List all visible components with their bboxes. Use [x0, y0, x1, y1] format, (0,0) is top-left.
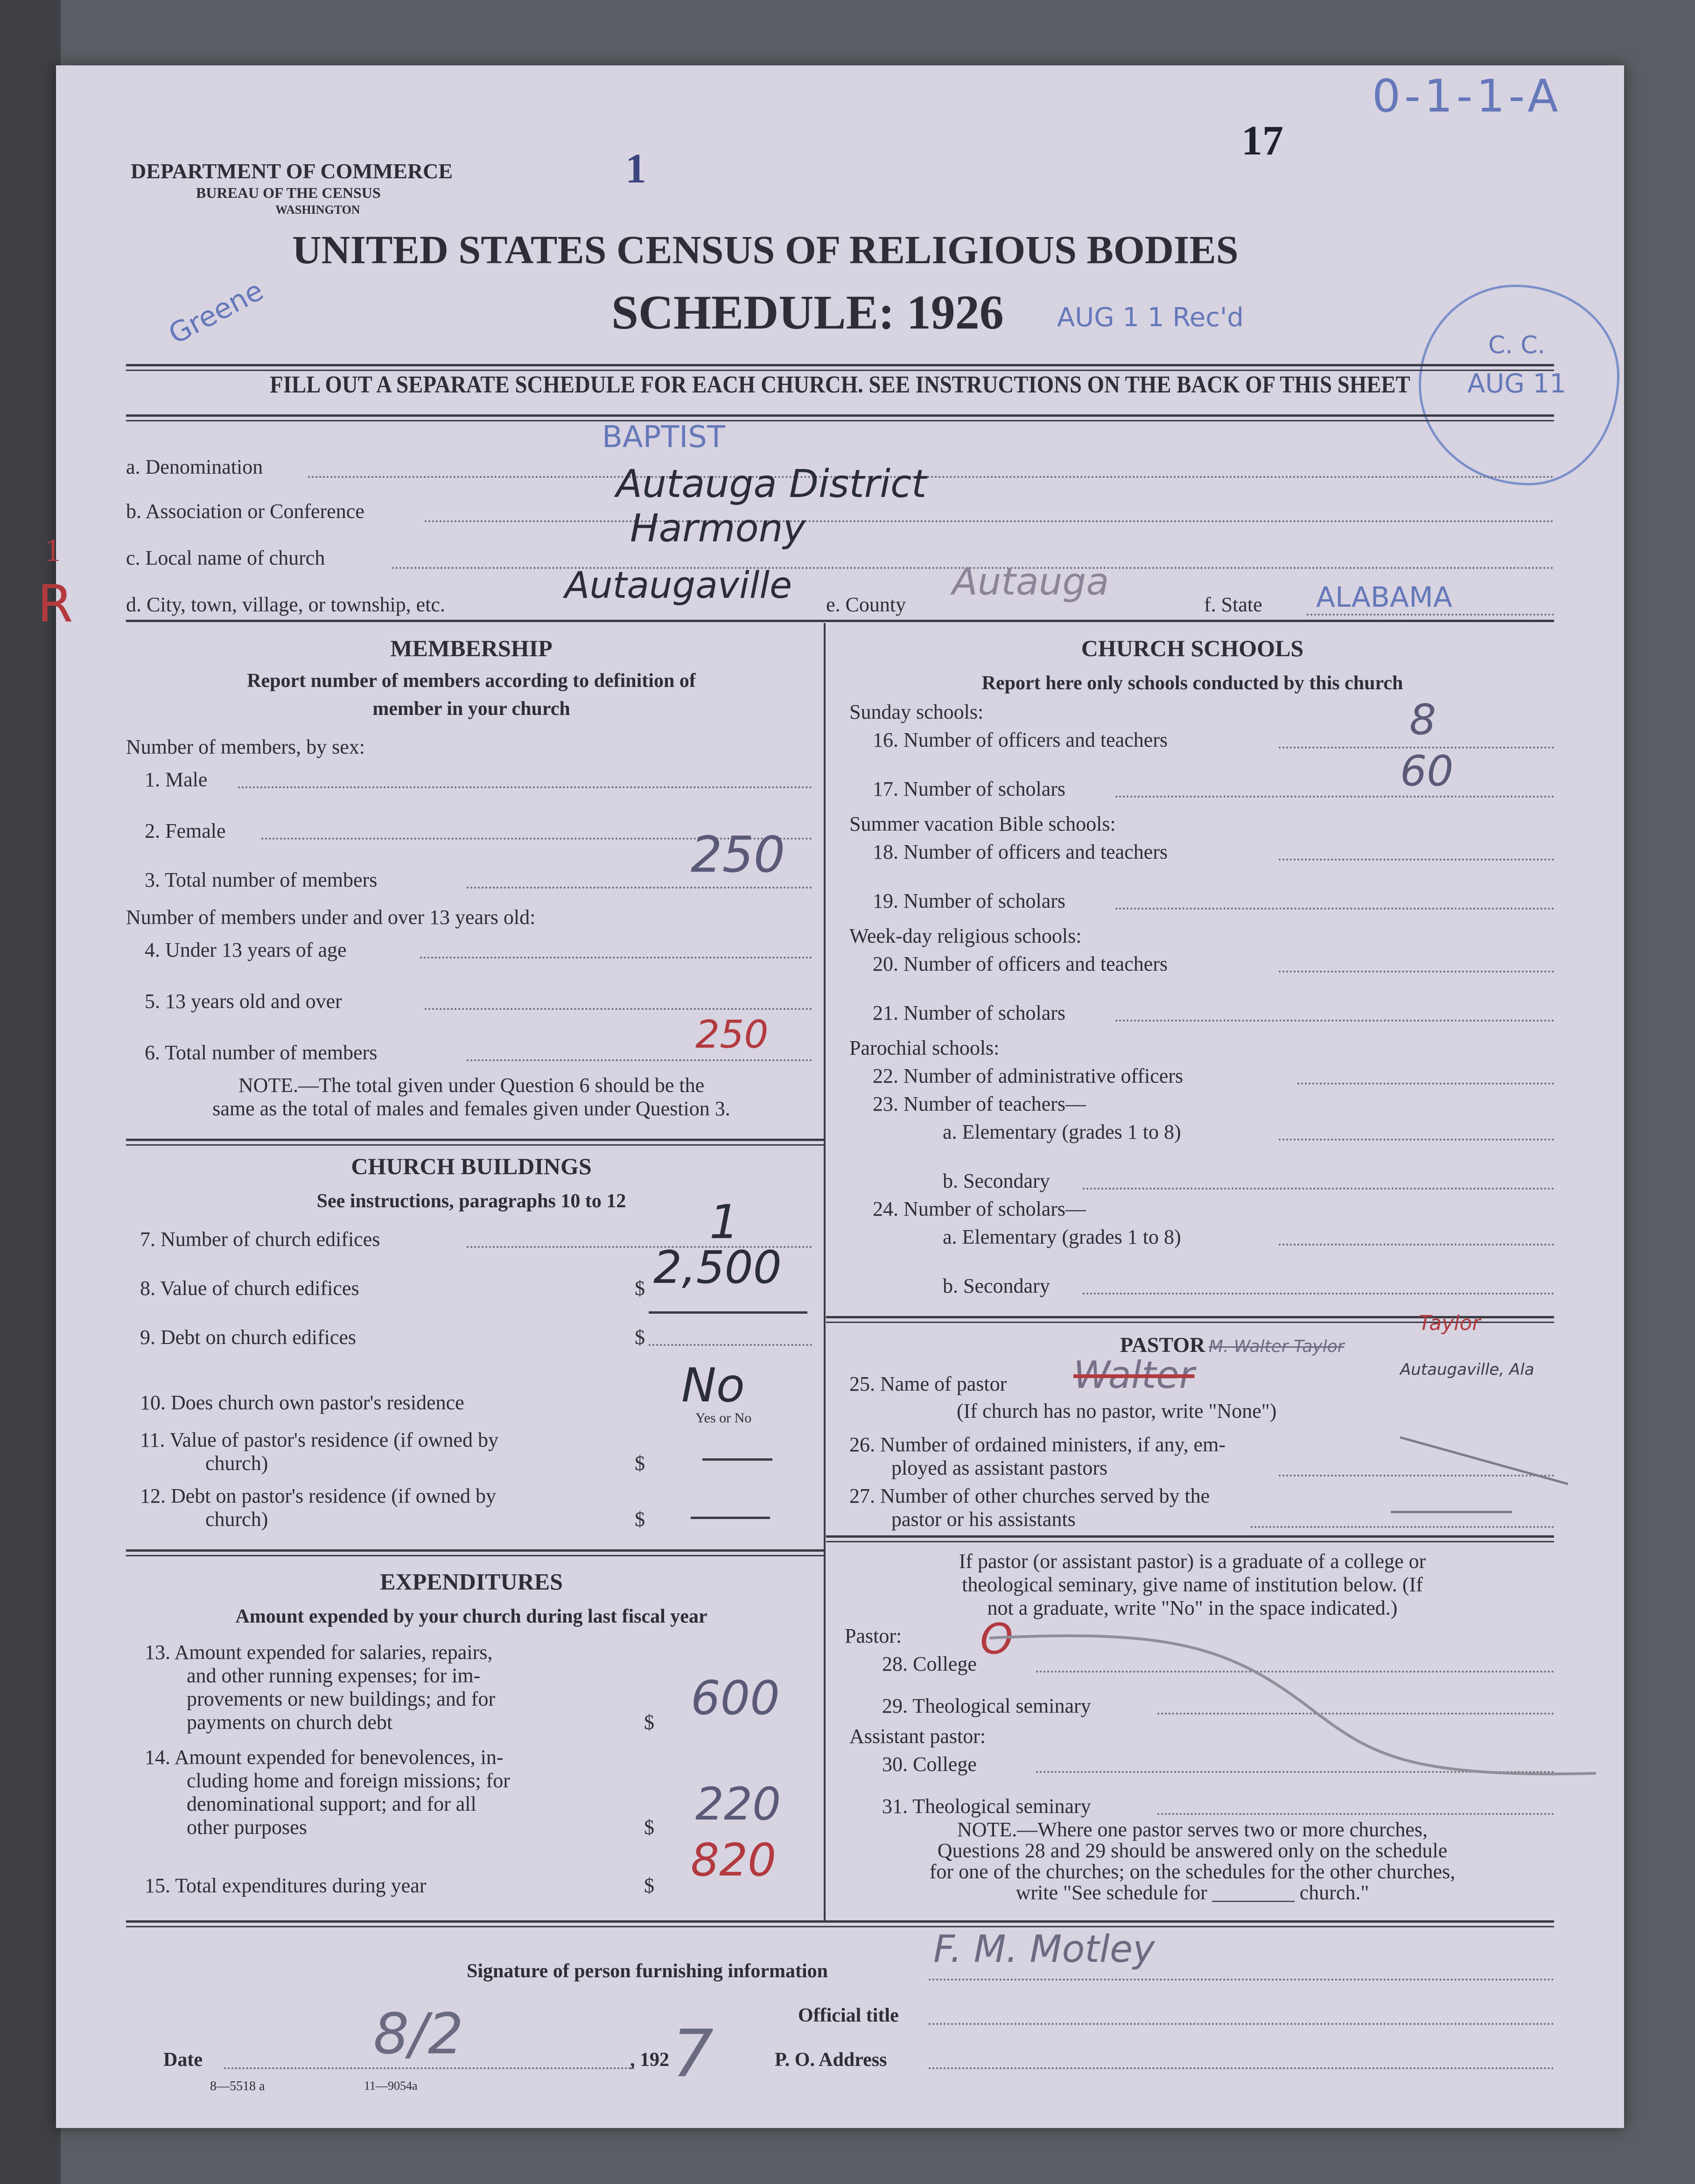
q7-edifices-value: 1 — [709, 1195, 739, 1249]
q23a-label: a. Elementary (grades 1 to 8) — [943, 1120, 1181, 1143]
dollar-sign: $ — [644, 1711, 654, 1734]
q14-label: 14. Amount expended for benevolences, in- — [145, 1746, 504, 1769]
pastor-note: for one of the churches; on the schedules for the other churches, — [929, 1860, 1456, 1883]
by-age-label: Number of members under and over 13 years old: — [126, 906, 536, 929]
q29-label: 29. Theological seminary — [882, 1694, 1091, 1717]
q13-label: payments on church debt — [187, 1711, 393, 1734]
q25-value: Walter — [1073, 1353, 1195, 1397]
answer-line — [1115, 1020, 1554, 1022]
q18-label: 18. Number of officers and teachers — [873, 840, 1168, 863]
state-value: ALABAMA — [1316, 581, 1452, 614]
print-number: 11—9054a — [364, 2079, 418, 2093]
margin-mark-r: R — [37, 574, 73, 634]
buildings-sub: See instructions, paragraphs 10 to 12 — [316, 1190, 626, 1212]
date-value: 8/2 — [373, 2002, 464, 2067]
q17-value: 60 — [1400, 747, 1454, 796]
sunday-label: Sunday schools: — [849, 700, 984, 723]
buildings-heading: CHURCH BUILDINGS — [351, 1153, 592, 1179]
q10-residence-value: No — [681, 1358, 745, 1413]
rule — [126, 364, 1554, 366]
q26-label: 26. Number of ordained ministers, if any, em- — [849, 1433, 1226, 1456]
q6-total-value: 250 — [695, 1013, 769, 1057]
q13-label: and other running expenses; for im- — [187, 1664, 481, 1687]
page-title: UNITED STATES CENSUS OF RELIGIOUS BODIES — [292, 227, 1239, 272]
q14-label: denominational support; and for all — [187, 1792, 476, 1815]
q16-value: 8 — [1409, 695, 1436, 744]
q24b-label: b. Secondary — [943, 1274, 1050, 1297]
answer-line — [649, 1344, 812, 1346]
q3-total-label: 3. Total number of members — [145, 868, 378, 891]
column-divider — [824, 623, 826, 1920]
rule — [126, 1926, 1554, 1927]
graduate-instruction: not a graduate, write "No" in the space indicated.) — [987, 1596, 1398, 1619]
q15-label: 15. Total expenditures during year — [145, 1874, 427, 1897]
answer-line — [425, 1008, 812, 1010]
association-value: Autauga District — [616, 462, 927, 506]
year-value: 7 — [672, 2016, 714, 2092]
county-stamp: Greene — [163, 274, 269, 351]
dollar-sign: $ — [635, 1277, 645, 1300]
q9-debt-label: 9. Debt on church edifices — [140, 1326, 357, 1349]
county-label: e. County — [826, 593, 906, 616]
signature-label: Signature of person furnishing information — [467, 1960, 828, 1982]
by-sex-label: Number of members, by sex: — [126, 735, 365, 758]
stamped-number-17: 17 — [1241, 118, 1283, 164]
q16-label: 16. Number of officers and teachers — [873, 728, 1168, 751]
margin-tick: 1 — [44, 532, 61, 568]
q25-label: 25. Name of pastor — [849, 1372, 1007, 1395]
denomination-value: BAPTIST — [602, 420, 725, 455]
parochial-label: Parochial schools: — [849, 1036, 1000, 1059]
assistant-subheading: Assistant pastor: — [849, 1725, 986, 1748]
answer-line — [425, 520, 1554, 522]
q24a-label: a. Elementary (grades 1 to 8) — [943, 1225, 1181, 1248]
answer-line — [1115, 796, 1554, 798]
rule — [126, 1144, 824, 1146]
answer-line — [1279, 1244, 1554, 1246]
dollar-sign: $ — [644, 1874, 654, 1897]
answer-line — [224, 2067, 635, 2069]
answer-line — [929, 2023, 1554, 2025]
q10-residence-label: 10. Does church own pastor's residence — [140, 1391, 464, 1414]
answer-line — [1279, 859, 1554, 861]
year-prefix: , 192 — [630, 2049, 669, 2071]
q26-label: ployed as assistant pastors — [891, 1456, 1108, 1479]
rule — [126, 414, 1554, 417]
expenditures-sub: Amount expended by your church during last fiscal year — [235, 1606, 707, 1627]
q5-over13-label: 5. 13 years old and over — [145, 990, 342, 1013]
q31-label: 31. Theological seminary — [882, 1795, 1091, 1818]
membership-note: same as the total of males and females given under Question 3. — [212, 1097, 730, 1120]
official-title-label: Official title — [798, 2005, 899, 2026]
handwritten-number-1: 1 — [625, 146, 646, 192]
q12-church-label: church) — [205, 1508, 268, 1531]
pencil-dash-marks — [1391, 1428, 1573, 1549]
q17-label: 17. Number of scholars — [873, 777, 1066, 800]
q23-label: 23. Number of teachers— — [873, 1092, 1086, 1115]
answer-line — [1279, 1139, 1554, 1141]
q27-label: 27. Number of other churches served by the — [849, 1484, 1210, 1507]
q19-label: 19. Number of scholars — [873, 889, 1066, 912]
answer-line — [467, 887, 812, 889]
city-value: Autaugaville — [565, 565, 792, 607]
association-label: b. Association or Conference — [126, 500, 364, 523]
q30-label: 30. College — [882, 1753, 977, 1776]
q28-label: 28. College — [882, 1652, 977, 1675]
q25-address: Autaugaville, Ala — [1400, 1360, 1534, 1379]
summer-label: Summer vacation Bible schools: — [849, 812, 1116, 835]
q21-label: 21. Number of scholars — [873, 1001, 1066, 1024]
rule — [126, 1555, 824, 1556]
expenditures-heading: EXPENDITURES — [380, 1568, 563, 1595]
q20-label: 20. Number of officers and teachers — [873, 952, 1168, 975]
q3-total-value: 250 — [691, 826, 785, 883]
file-code-stamp: 0-1-1-A — [1372, 70, 1562, 122]
city-heading: WASHINGTON — [275, 203, 360, 217]
answer-line — [1115, 908, 1554, 910]
q11-residence-value-label: 11. Value of pastor's residence (if owned by — [140, 1428, 498, 1451]
q27-label: pastor or his assistants — [891, 1508, 1076, 1531]
q24-label: 24. Number of scholars— — [873, 1197, 1086, 1220]
answer-line — [1083, 1188, 1554, 1190]
local-name-label: c. Local name of church — [126, 546, 325, 569]
schools-sub: Report here only schools conducted by this church — [981, 672, 1403, 694]
answer-line — [1297, 1083, 1554, 1085]
denomination-label: a. Denomination — [126, 455, 263, 478]
q14-label: cluding home and foreign missions; for — [187, 1769, 510, 1792]
q13-value: 600 — [691, 1671, 780, 1725]
pastor-note: Questions 28 and 29 should be answered only on the schedule — [937, 1839, 1448, 1862]
dollar-sign: $ — [635, 1452, 645, 1475]
q13-label: provements or new buildings; and for — [187, 1687, 496, 1710]
answer-line — [1083, 1293, 1554, 1295]
pastor-struck-name: M. Walter Taylor — [1209, 1337, 1345, 1356]
q28-value: O — [980, 1615, 1013, 1664]
graduate-instruction: If pastor (or assistant pastor) is a graduate of a college or — [959, 1550, 1426, 1573]
q8-value-label: 8. Value of church edifices — [140, 1277, 359, 1300]
city-label: d. City, town, village, or township, etc. — [126, 593, 445, 616]
cc-stamp-line2: AUG 11 — [1467, 369, 1566, 399]
rule — [126, 1549, 824, 1552]
cc-stamp-line1: C. C. — [1488, 331, 1546, 359]
answer-line — [1307, 614, 1554, 616]
weekday-label: Week-day religious schools: — [849, 924, 1082, 947]
background-edge — [0, 0, 61, 2184]
answer-line — [929, 2067, 1554, 2069]
church-name-value: Harmony — [630, 506, 806, 551]
membership-note: NOTE.—The total given under Question 6 should be the — [238, 1074, 705, 1097]
bureau-heading: BUREAU OF THE CENSUS — [196, 184, 381, 201]
underline — [649, 1311, 807, 1314]
answer-line — [929, 1979, 1554, 1981]
pastor-note: write "See schedule for ________ church." — [1016, 1881, 1369, 1904]
answer-line — [467, 1059, 812, 1061]
q4-under13-label: 4. Under 13 years of age — [145, 938, 347, 961]
q12-residence-debt-label: 12. Debt on pastor's residence (if owned by — [140, 1484, 497, 1507]
rule — [126, 620, 1554, 622]
yes-no-caption: Yes or No — [695, 1410, 752, 1426]
census-schedule-sheet — [37, 65, 1624, 2128]
q14-label: other purposes — [187, 1816, 307, 1839]
q15-value: 820 — [691, 1834, 777, 1886]
state-label: f. State — [1204, 593, 1262, 616]
received-date-stamp: AUG 1 1 Rec'd — [1057, 302, 1244, 333]
dollar-sign: $ — [644, 1816, 654, 1839]
q13-label: 13. Amount expended for salaries, repairs, — [145, 1641, 493, 1664]
pencil-stroke — [989, 1619, 1605, 1853]
page-subtitle: SCHEDULE: 1926 — [611, 286, 1004, 339]
dash-entry — [702, 1458, 772, 1461]
q7-edifices-label: 7. Number of church edifices — [140, 1228, 380, 1251]
dash-entry — [691, 1517, 770, 1519]
county-value: Autauga — [952, 560, 1109, 603]
membership-intro: Report number of members according to definition of — [247, 670, 696, 692]
membership-intro: member in your church — [372, 698, 570, 720]
dollar-sign: $ — [635, 1326, 645, 1349]
q11-church-label: church) — [205, 1452, 268, 1475]
q8-value: 2,500 — [653, 1241, 782, 1294]
q2-female-label: 2. Female — [145, 819, 226, 842]
answer-line — [308, 476, 1554, 478]
form-number: 8—5518 a — [210, 2079, 265, 2093]
schools-heading: CHURCH SCHOOLS — [1081, 635, 1304, 661]
graduate-instruction: theological seminary, give name of institution below. (If — [962, 1573, 1423, 1596]
pastor-corrected-name: Taylor — [1419, 1311, 1481, 1335]
pastor-heading: PASTOR — [1120, 1333, 1205, 1357]
answer-line — [1279, 971, 1554, 973]
answer-line — [238, 786, 812, 788]
q23b-label: b. Secondary — [943, 1169, 1050, 1192]
department-heading: DEPARTMENT OF COMMERCE — [131, 159, 453, 183]
membership-heading: MEMBERSHIP — [390, 635, 553, 661]
answer-line — [420, 957, 812, 959]
q22-label: 22. Number of administrative officers — [873, 1064, 1184, 1087]
q25-note: (If church has no pastor, write "None") — [957, 1400, 1277, 1422]
pastor-note: NOTE.—Where one pastor serves two or more churches, — [957, 1818, 1428, 1841]
q1-male-label: 1. Male — [145, 768, 208, 791]
q6-total-label: 6. Total number of members — [145, 1041, 378, 1064]
rule — [126, 1139, 824, 1141]
q14-value: 220 — [695, 1778, 781, 1830]
pastor-subheading: Pastor: — [845, 1624, 902, 1647]
rule — [126, 420, 1554, 421]
po-address-label: P. O. Address — [775, 2049, 887, 2071]
rule — [126, 1920, 1554, 1923]
fill-out-instruction: FILL OUT A SEPARATE SCHEDULE FOR EACH CHURCH. SEE INSTRUCTIONS ON THE BACK OF THIS SHEET — [270, 371, 1410, 398]
dollar-sign: $ — [635, 1508, 645, 1531]
date-label: Date — [163, 2049, 203, 2071]
signature-value: F. M. Motley — [933, 1927, 1155, 1971]
